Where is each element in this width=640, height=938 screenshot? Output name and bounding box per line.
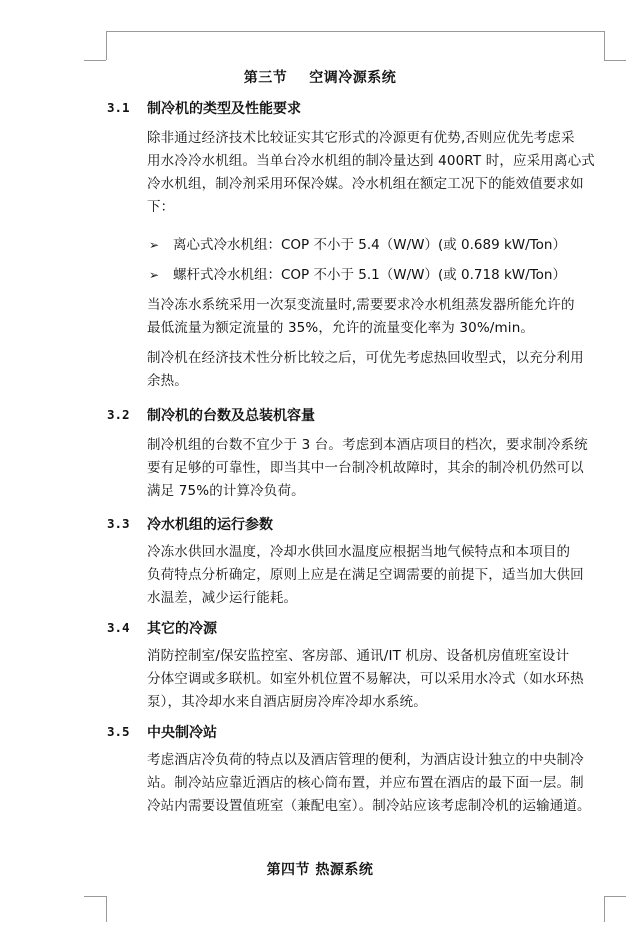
section-3-1-number: 3.1 <box>107 100 130 115</box>
crop-mark-top-right <box>604 31 605 60</box>
section-3-4-title: 其它的冷源 <box>147 621 217 637</box>
arrow-bullet-icon: ➢ <box>149 268 160 282</box>
section-3-3-title: 冷水机组的运行参数 <box>147 517 273 533</box>
section-3-1-title: 制冷机的类型及性能要求 <box>147 101 301 117</box>
page-title-number: 第三节 <box>243 70 288 86</box>
bullet-centrifugal-chiller: ➢ 离心式冷水机组：COP 不小于 5.4（W/W）(或 0.689 kW/Ton） <box>149 237 566 253</box>
section-3-4-number: 3.4 <box>107 620 130 635</box>
section-3-1-paragraph-1: 除非通过经济技术比较证实其它形式的冷源更有优势,否则应优先考虑采 用水冷冷水机组。当单台冷水机组的制冷量达到 400RT 时，应采用离心式 冷水机组，制冷剂采用环保冷媒。冷水机组在额定工况下的能效值要求如 下： <box>147 130 595 215</box>
crop-mark-bottom-right-h <box>604 896 626 897</box>
crop-mark-top-left-h <box>84 60 106 61</box>
section-3-3-paragraph-1: 冷冻水供回水温度，冷却水供回水温度应根据当地气候特点和本项目的 负荷特点分析确定，原则上应是在满足空调需要的前提下，适当加大供回 水温差，减少运行能耗。 <box>147 544 584 606</box>
section-3-2-title: 制冷机的台数及总装机容量 <box>147 408 315 424</box>
header-rule <box>106 31 604 32</box>
crop-mark-bottom-left <box>106 896 107 922</box>
bullet-screw-chiller: ➢ 螺杆式冷水机组：COP 不小于 5.1（W/W）(或 0.718 kW/Ton） <box>149 267 566 283</box>
arrow-bullet-icon: ➢ <box>149 238 160 252</box>
crop-mark-top-right-h <box>604 60 626 61</box>
next-section-title: 第四节 热源系统 <box>266 862 374 878</box>
section-3-3-number: 3.3 <box>107 516 130 531</box>
page-title <box>0 67 640 87</box>
crop-mark-top-left <box>106 31 107 60</box>
section-3-2-number: 3.2 <box>107 407 130 422</box>
page-title-name: 空调冷源系统 <box>309 70 397 86</box>
crop-mark-bottom-left-h <box>84 896 106 897</box>
section-3-1-paragraph-3: 制冷机在经济技术性分析比较之后，可优先考虑热回收型式，以充分利用 余热。 <box>147 350 584 389</box>
section-3-4-paragraph-1: 消防控制室/保安监控室、客房部、通讯/IT 机房、设备机房值班室设计 分体空调或多联机。如室外机位置不易解决，可以采用水冷式（如水环热 泵），其冷却水来自酒店厨房冷库冷却水系统。 <box>147 648 584 710</box>
section-3-1-paragraph-2: 当冷冻水系统采用一次泵变流量时,需要要求冷水机组蒸发器所能允许的 最低流量为额定流量的 35%，允许的流量变化率为 30%/min。 <box>147 297 575 336</box>
section-3-2-paragraph-1: 制冷机组的台数不宜少于 3 台。考虑到本酒店项目的档次，要求制冷系统 要有足够的可靠性，即当其中一台制冷机故障时，其余的制冷机仍然可以 满足 75%的计算冷负荷。 <box>147 437 588 499</box>
crop-mark-bottom-right <box>604 896 605 922</box>
section-3-5-paragraph-1: 考虑酒店冷负荷的特点以及酒店管理的便利，为酒店设计独立的中央制冷 站。制冷站应靠近酒店的核心筒布置，并应布置在酒店的最下面一层。制 冷站内需要设置值班室（兼配电室）。制冷站应该考虑制冷机的运输通道。 <box>147 752 591 814</box>
section-3-5-number: 3.5 <box>107 724 130 739</box>
section-3-5-title: 中央制冷站 <box>147 725 217 741</box>
